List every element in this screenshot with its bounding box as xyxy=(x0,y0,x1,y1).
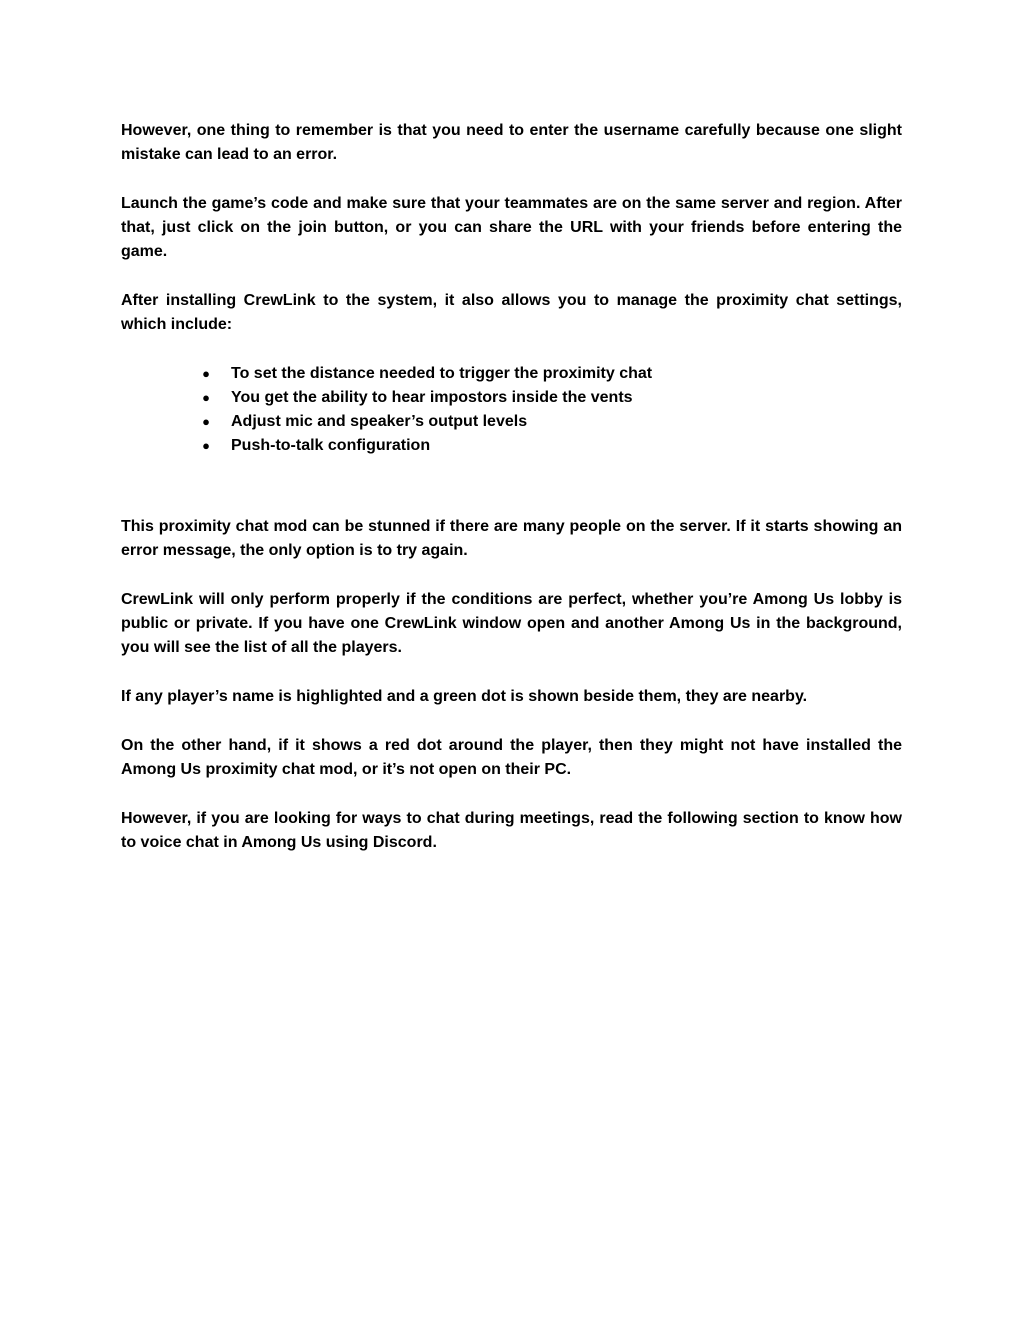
paragraph-server-load: This proximity chat mod can be stunned if there are many people on the server. If it starts showing an error message, the only option is to try again. xyxy=(121,518,902,559)
paragraph-launch-game: Launch the game’s code and make sure that your teammates are on the same server and region. After that, just click on the join button, or you can share the URL with your friends before entering the game. xyxy=(121,195,902,260)
paragraph-spacer xyxy=(121,167,902,192)
paragraph-green-dot: If any player’s name is highlighted and a green dot is shown beside them, they are nearby. xyxy=(121,688,808,705)
paragraph-discord-section: However, if you are looking for ways to chat during meetings, read the following section to know how to voice chat in Among Us using Discord. xyxy=(121,810,902,851)
paragraph-username-warning: However, one thing to remember is that you need to enter the username carefully because one slight mistake can lead to an error. xyxy=(121,122,902,163)
list-item-text: To set the distance needed to trigger the proximity chat xyxy=(231,365,653,382)
paragraph-spacer xyxy=(121,337,902,362)
list-item xyxy=(199,434,902,458)
bullet-icon: ● xyxy=(202,390,210,405)
list-item xyxy=(199,410,902,434)
section-spacer xyxy=(121,458,902,515)
bullet-icon: ● xyxy=(202,414,210,429)
paragraph-spacer xyxy=(121,660,902,685)
bullet-icon: ● xyxy=(202,366,210,381)
list-item xyxy=(199,362,902,386)
list-item-text: You get the ability to hear impostors inside the vents xyxy=(231,389,633,406)
paragraph-red-dot: On the other hand, if it shows a red dot around the player, then they might not have installed the Among Us proximity chat mod, or it’s not open on their PC. xyxy=(121,737,902,778)
paragraph-spacer xyxy=(121,563,902,588)
paragraph-spacer xyxy=(121,782,902,807)
list-item-text: Adjust mic and speaker’s output levels xyxy=(231,413,528,430)
list-item xyxy=(199,386,902,410)
document-page xyxy=(121,119,902,855)
settings-bullet-list xyxy=(121,362,902,458)
paragraph-crewlink-conditions: CrewLink will only perform properly if the conditions are perfect, whether you’re Among Us lobby is public or private. If you have one CrewLink window open and another Among Us in the background, you will see the list of all the players. xyxy=(121,591,902,656)
list-item-text: Push-to-talk configuration xyxy=(231,437,431,454)
paragraph-spacer xyxy=(121,709,902,734)
bullet-icon: ● xyxy=(202,438,210,453)
paragraph-crewlink-settings: After installing CrewLink to the system, it also allows you to manage the proximity chat settings, which include: xyxy=(121,292,902,333)
paragraph-spacer xyxy=(121,264,902,289)
